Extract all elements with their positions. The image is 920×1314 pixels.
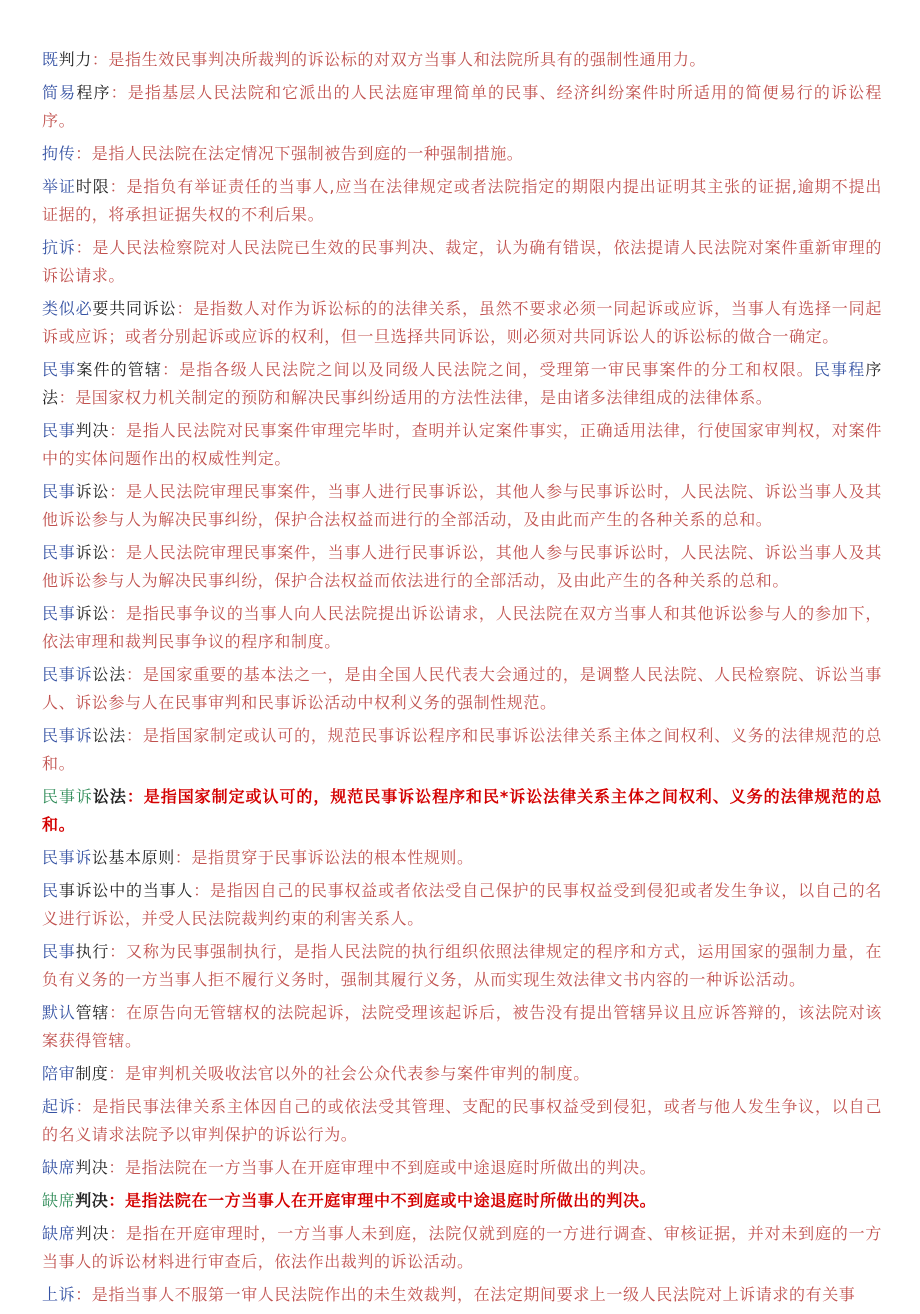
term-definition: ：是指负有举证责任的当事人,应当在法律规定或者法院指定的期限内提出证明其主张的证据,逾期不提出证据的，将承担证据失权的不利后果。 xyxy=(42,177,882,224)
glossary-entry xyxy=(42,1060,882,1088)
term-rest: 诉讼 xyxy=(75,482,110,501)
glossary-entry xyxy=(42,938,882,994)
term-rest: 要共同诉讼 xyxy=(92,299,177,318)
term-definition: ：是指各级人民法院之间以及同级人民法院之间，受理第一审民事案件的分工和权限。 xyxy=(162,360,814,379)
term-highlight-blue: 缺席 xyxy=(42,1224,76,1243)
term-highlight-blue: 上诉 xyxy=(42,1285,76,1304)
term-rest: 讼法 xyxy=(92,665,127,684)
term-rest: 诉讼 xyxy=(75,604,110,623)
glossary-entry xyxy=(42,234,882,290)
term-rest: 讼法 xyxy=(92,787,127,806)
glossary-entry xyxy=(42,1220,882,1276)
term-definition: ：是指法院在一方当事人在开庭审理中不到庭或中途退庭时所做出的判决。 xyxy=(108,1158,657,1177)
glossary-entry xyxy=(42,1154,882,1182)
term-highlight-blue: 民事 xyxy=(42,543,76,562)
term-definition: ：是人民法院审理民事案件，当事人进行民事诉讼，其他人参与民事诉讼时，人民法院、诉讼当事人及其他诉讼参与人为解决民事纠纷，保护合法权益而进行的全部活动，及由此而产生的各种关系的总和。 xyxy=(42,482,882,529)
glossary-entry xyxy=(42,877,882,933)
term-highlight-blue: 类似必 xyxy=(42,299,93,318)
term-definition: ：是指生效民事判决所裁判的诉讼标的对双方当事人和法院所具有的强制性通用力。 xyxy=(91,50,707,69)
term-highlight-blue: 缺席 xyxy=(42,1158,76,1177)
term-definition: ：是指民事法律关系主体因自己的或依法受其管理、支配的民事权益受到侵犯，或者与他人发生争议，以自己的名义请求法院予以审判保护的诉讼行为。 xyxy=(42,1097,882,1144)
term-definition: ：在原告向无管辖权的法院起诉，法院受理该起诉后，被告没有提出管辖异议且应诉答辩的，该法院对该案获得管辖。 xyxy=(42,1003,882,1050)
term-definition: ：是人民法检察院对人民法院已生效的民事判决、裁定，认为确有错误，依法提请人民法院对案件重新审理的诉讼请求。 xyxy=(42,238,882,285)
term-definition: ：是人民法院审理民事案件，当事人进行民事诉讼，其他人参与民事诉讼时，人民法院、诉讼当事人及其他诉讼参与人为解决民事纠纷，保护合法权益而依法进行的全部活动，及由此产生的各种关系的总和。 xyxy=(42,543,882,590)
term-highlight-blue: 民事诉 xyxy=(42,848,92,867)
term-definition: ：是指法院在一方当事人在开庭审理中不到庭或中途退庭时所做出的判决。 xyxy=(108,1191,657,1210)
term-rest: 判决 xyxy=(75,1158,109,1177)
glossary-entries xyxy=(42,46,882,1314)
glossary-entry xyxy=(42,1281,882,1309)
glossary-entry xyxy=(42,844,882,872)
term-rest: 判决 xyxy=(75,1224,110,1243)
term-definition: ：是指贯穿于民事诉讼法的根本性规则。 xyxy=(174,848,474,867)
glossary-entry xyxy=(42,79,882,135)
term-definition: ：是审判机关吸收法官以外的社会公众代表参与案件审判的制度。 xyxy=(108,1064,590,1083)
glossary-entry xyxy=(42,661,882,717)
glossary-entry xyxy=(42,722,882,778)
term-definition: ：是指在开庭审理时，一方当事人未到庭，法院仅就到庭的一方进行调查、审核证据，并对未到庭的一方当事人的诉讼材料进行审查后，依法作出裁判的诉讼活动。 xyxy=(42,1224,882,1271)
term-highlight-blue: 起诉 xyxy=(42,1097,76,1116)
term-rest: 讼法 xyxy=(92,726,127,745)
term-definition: ：是指人民法院在法定情况下强制被告到庭的一种强制措施。 xyxy=(75,144,524,163)
term-highlight-green: 民事诉 xyxy=(42,787,93,806)
glossary-entry xyxy=(42,173,882,229)
glossary-entry xyxy=(42,295,882,351)
term-highlight-blue: 简易 xyxy=(42,83,77,102)
term-definition: ：是指基层人民法院和它派出的人民法庭审理简单的民事、经济纠纷案件时所适用的简便易行的诉讼程序。 xyxy=(42,83,882,130)
term-highlight-blue: 民事 xyxy=(42,421,76,440)
term-highlight-blue: 民事 xyxy=(42,360,77,379)
term-rest: 判力 xyxy=(58,50,92,69)
term-highlight-blue: 民事 xyxy=(42,604,76,623)
term-rest: 案件的管辖 xyxy=(76,360,163,379)
term-highlight-blue: 民 xyxy=(42,881,59,900)
term-highlight-blue: 既 xyxy=(42,50,59,69)
glossary-entry xyxy=(42,999,882,1055)
term-rest: 判决 xyxy=(75,421,110,440)
term-highlight-blue: 默认 xyxy=(42,1003,76,1022)
term-rest: 判决 xyxy=(75,1191,109,1210)
term-rest: 事诉讼中的当事人 xyxy=(58,881,194,900)
term-highlight-blue: 抗诉 xyxy=(42,238,76,257)
term-definition: ：是指民事争议的当事人向人民法院提出诉讼请求，人民法院在双方当事人和其他诉讼参与人的参加下，依法审理和裁判民事争议的程序和制度。 xyxy=(42,604,882,651)
term-definition: ：是指人民法院对民事案件审理完毕时，查明并认定案件事实，正确适用法律，行使国家审判权，对案件中的实体问题作出的权威性判定。 xyxy=(42,421,882,468)
term-highlight-blue: 民事 xyxy=(42,942,76,961)
term-definition: ：是指国家制定或认可的，规范民事诉讼程序和民*诉讼法律关系主体之间权利、义务的法律规范的总和。 xyxy=(42,787,882,834)
glossary-entry xyxy=(42,600,882,656)
term-definition: ：是指因自己的民事权益或者依法受自己保护的民事权益受到侵犯或者发生争议，以自己的名义进行诉讼，并受人民法院裁判约束的利害关系人。 xyxy=(42,881,882,928)
glossary-entry xyxy=(42,356,882,412)
term-rest: 时限 xyxy=(75,177,110,196)
term-definition: ：是国家权力机关制定的预防和解决民事纠纷适用的方法性法律，是由诸多法律组成的法律体系。 xyxy=(58,388,773,407)
glossary-entry xyxy=(42,539,882,595)
term-definition: ：是指数人对作为诉讼标的的法律关系，虽然不要求必须一同起诉或应诉，当事人有选择一同起诉或应诉；或者分别起诉或应诉的权利，但一旦选择共同诉讼，则必须对共同诉讼人的诉讼标的做合一确定。 xyxy=(42,299,882,346)
term-rest: 执行 xyxy=(75,942,110,961)
glossary-entry xyxy=(42,1093,882,1149)
glossary-entry xyxy=(42,140,882,168)
term-highlight-blue: 陪审 xyxy=(42,1064,76,1083)
term-highlight-blue: 民事 xyxy=(42,482,76,501)
term-definition: ：是指当事人不服第一审人民法院作出的未生效裁判，在法定期间要求上一级人民法院对上诉请求的有关事 xyxy=(75,1285,856,1304)
term-rest: 程序 xyxy=(76,83,111,102)
term-rest: 诉讼 xyxy=(75,543,110,562)
term-highlight-blue: 拘传 xyxy=(42,144,76,163)
term-highlight-blue: 民事诉 xyxy=(42,665,93,684)
term-definition: ：是指国家制定或认可的，规范民事诉讼程序和民事诉讼法律关系主体之间权利、义务的法律规范的总和。 xyxy=(42,726,882,773)
glossary-entry xyxy=(42,783,882,839)
term-rest: 序法 xyxy=(42,360,882,407)
term-rest: 制度 xyxy=(75,1064,109,1083)
term-highlight-blue: 民事诉 xyxy=(42,726,93,745)
term-highlight-green: 缺席 xyxy=(42,1191,76,1210)
term-highlight-blue: 举证 xyxy=(42,177,76,196)
glossary-entry xyxy=(42,46,882,74)
term-definition: ：是国家重要的基本法之一，是由全国人民代表大会通过的，是调整人民法院、人民检察院、诉讼当事人、诉讼参与人在民事审判和民事诉讼活动中权利义务的强制性规范。 xyxy=(42,665,882,712)
term-highlight-blue: 民事程 xyxy=(813,360,866,379)
glossary-entry xyxy=(42,1187,882,1215)
glossary-entry xyxy=(42,417,882,473)
term-rest: 讼基本原则 xyxy=(91,848,175,867)
term-rest: 管辖 xyxy=(75,1003,110,1022)
glossary-entry xyxy=(42,478,882,534)
term-definition: ：又称为民事强制执行，是指人民法院的执行组织依照法律规定的程序和方式，运用国家的强制力量，在负有义务的一方当事人拒不履行义务时，强制其履行义务，从而实现生效法律文书内容的一种诉讼活动。 xyxy=(42,942,882,989)
